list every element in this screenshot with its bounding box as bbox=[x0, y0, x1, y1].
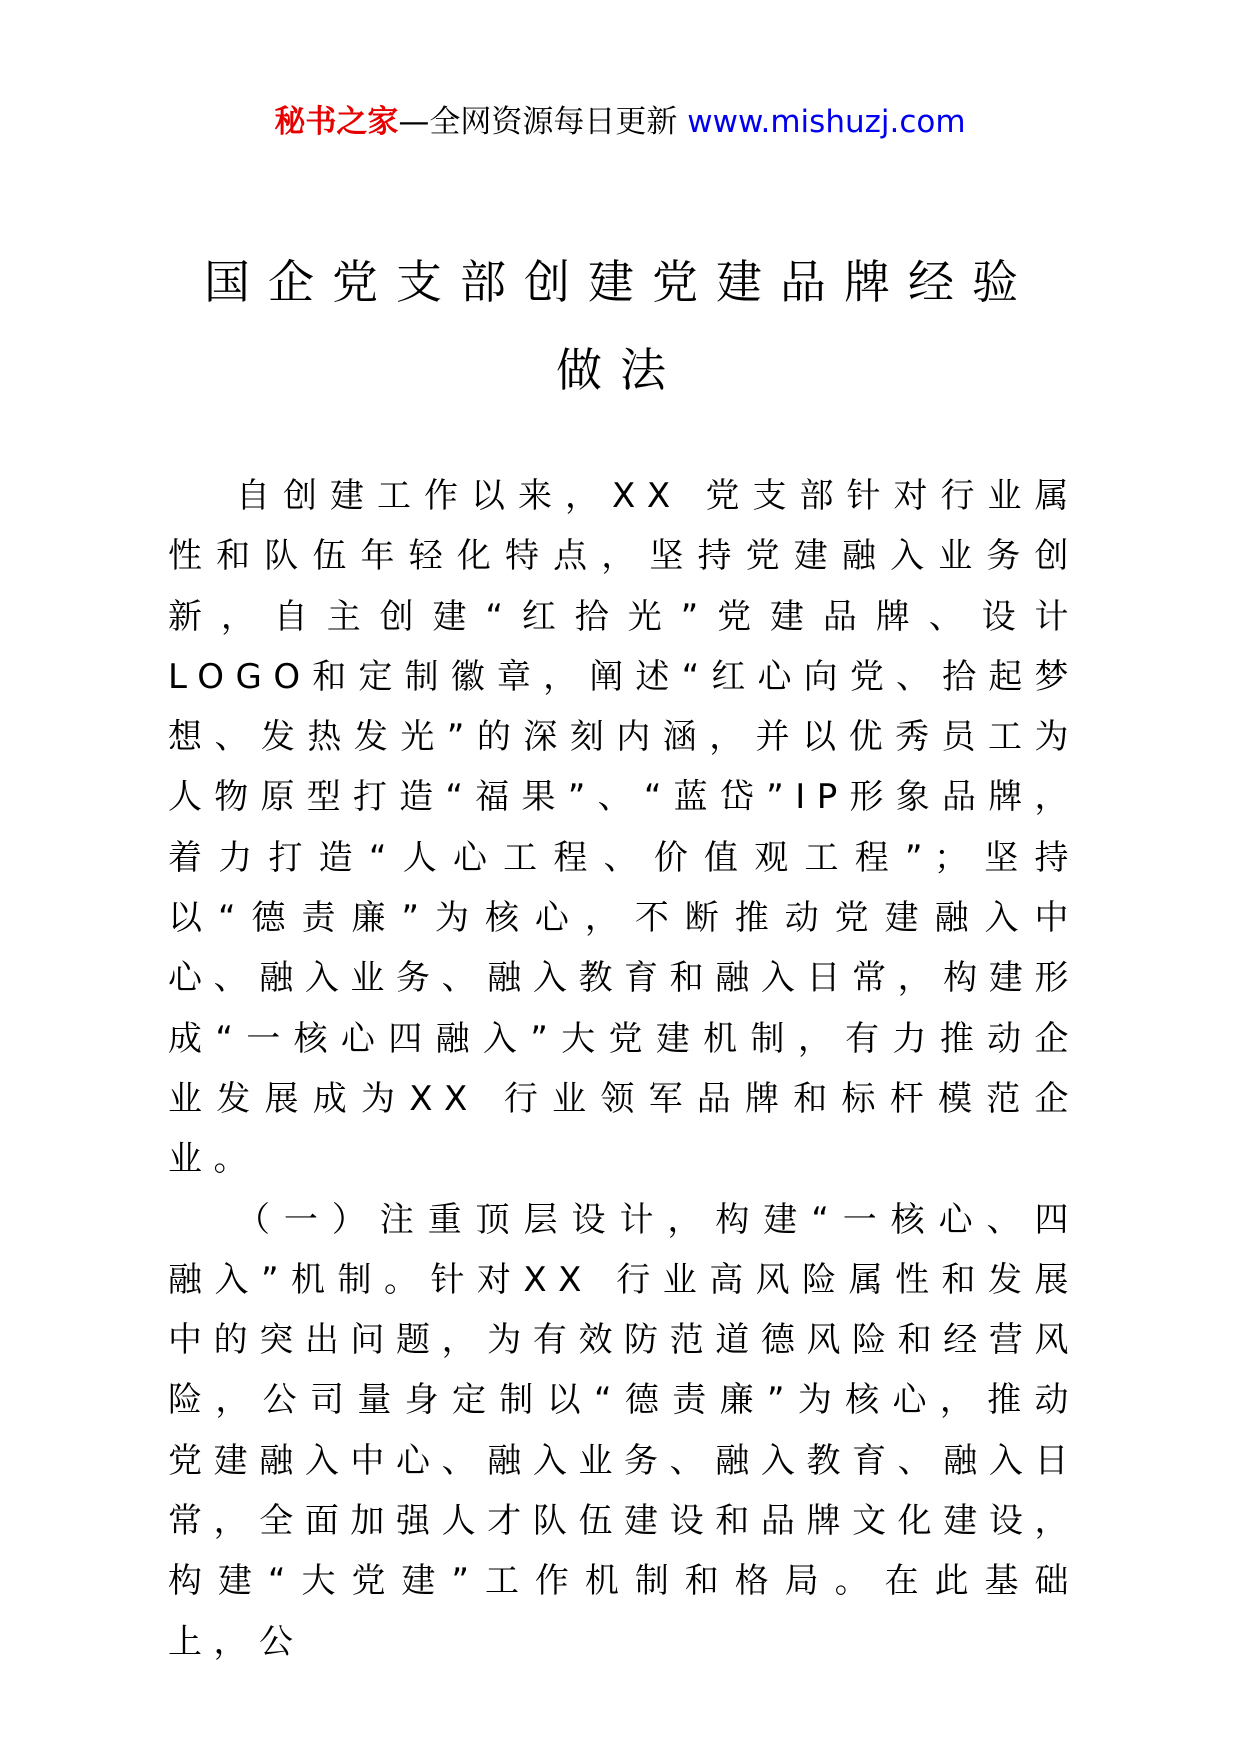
site-url-link[interactable]: www.mishuzj.com bbox=[687, 104, 966, 140]
body-paragraph-1: 自创建工作以来，XX 党支部针对行业属性和队伍年轻化特点，坚持党建融入业务创新，自主创建“红拾光”党建品牌、设计LOGO和定制徽章，阐述“红心向党、拾起梦想、发热发光”的深刻内涵，并以优秀员工为人物原型打造“福果”、“蓝岱”IP形象品牌，着力打造“人心工程、价值观工程”；坚持以“德责廉”为核心，不断推动党建融入中心、融入业务、融入教育和融入日常，构建形成“一核心四融入”大党建机制，有力推动企业发展成为XX 行业领军品牌和标杆模范企业。 bbox=[168, 476, 1080, 1180]
document-title bbox=[150, 238, 1090, 414]
site-brand: 秘书之家 bbox=[274, 104, 399, 140]
site-header bbox=[0, 100, 1240, 144]
document-title-line-1: 国企党支部创建党建品牌经验 bbox=[204, 255, 1036, 309]
site-tagline: —全网资源每日更新 bbox=[398, 104, 678, 140]
document-title-line-2: 做法 bbox=[556, 343, 684, 397]
body-paragraph-2: （一）注重顶层设计，构建“一核心、四融入”机制。针对XX 行业高风险属性和发展中的突出问题，为有效防范道德风险和经营风险，公司量身定制以“德责廉”为核心，推动党建融入中心、融入业务、融入教育、融入日常，全面加强人才队伍建设和品牌文化建设，构建“大党建”工作机制和格局。在此基础上，公 bbox=[168, 1199, 1080, 1662]
document-body bbox=[168, 466, 1080, 1672]
